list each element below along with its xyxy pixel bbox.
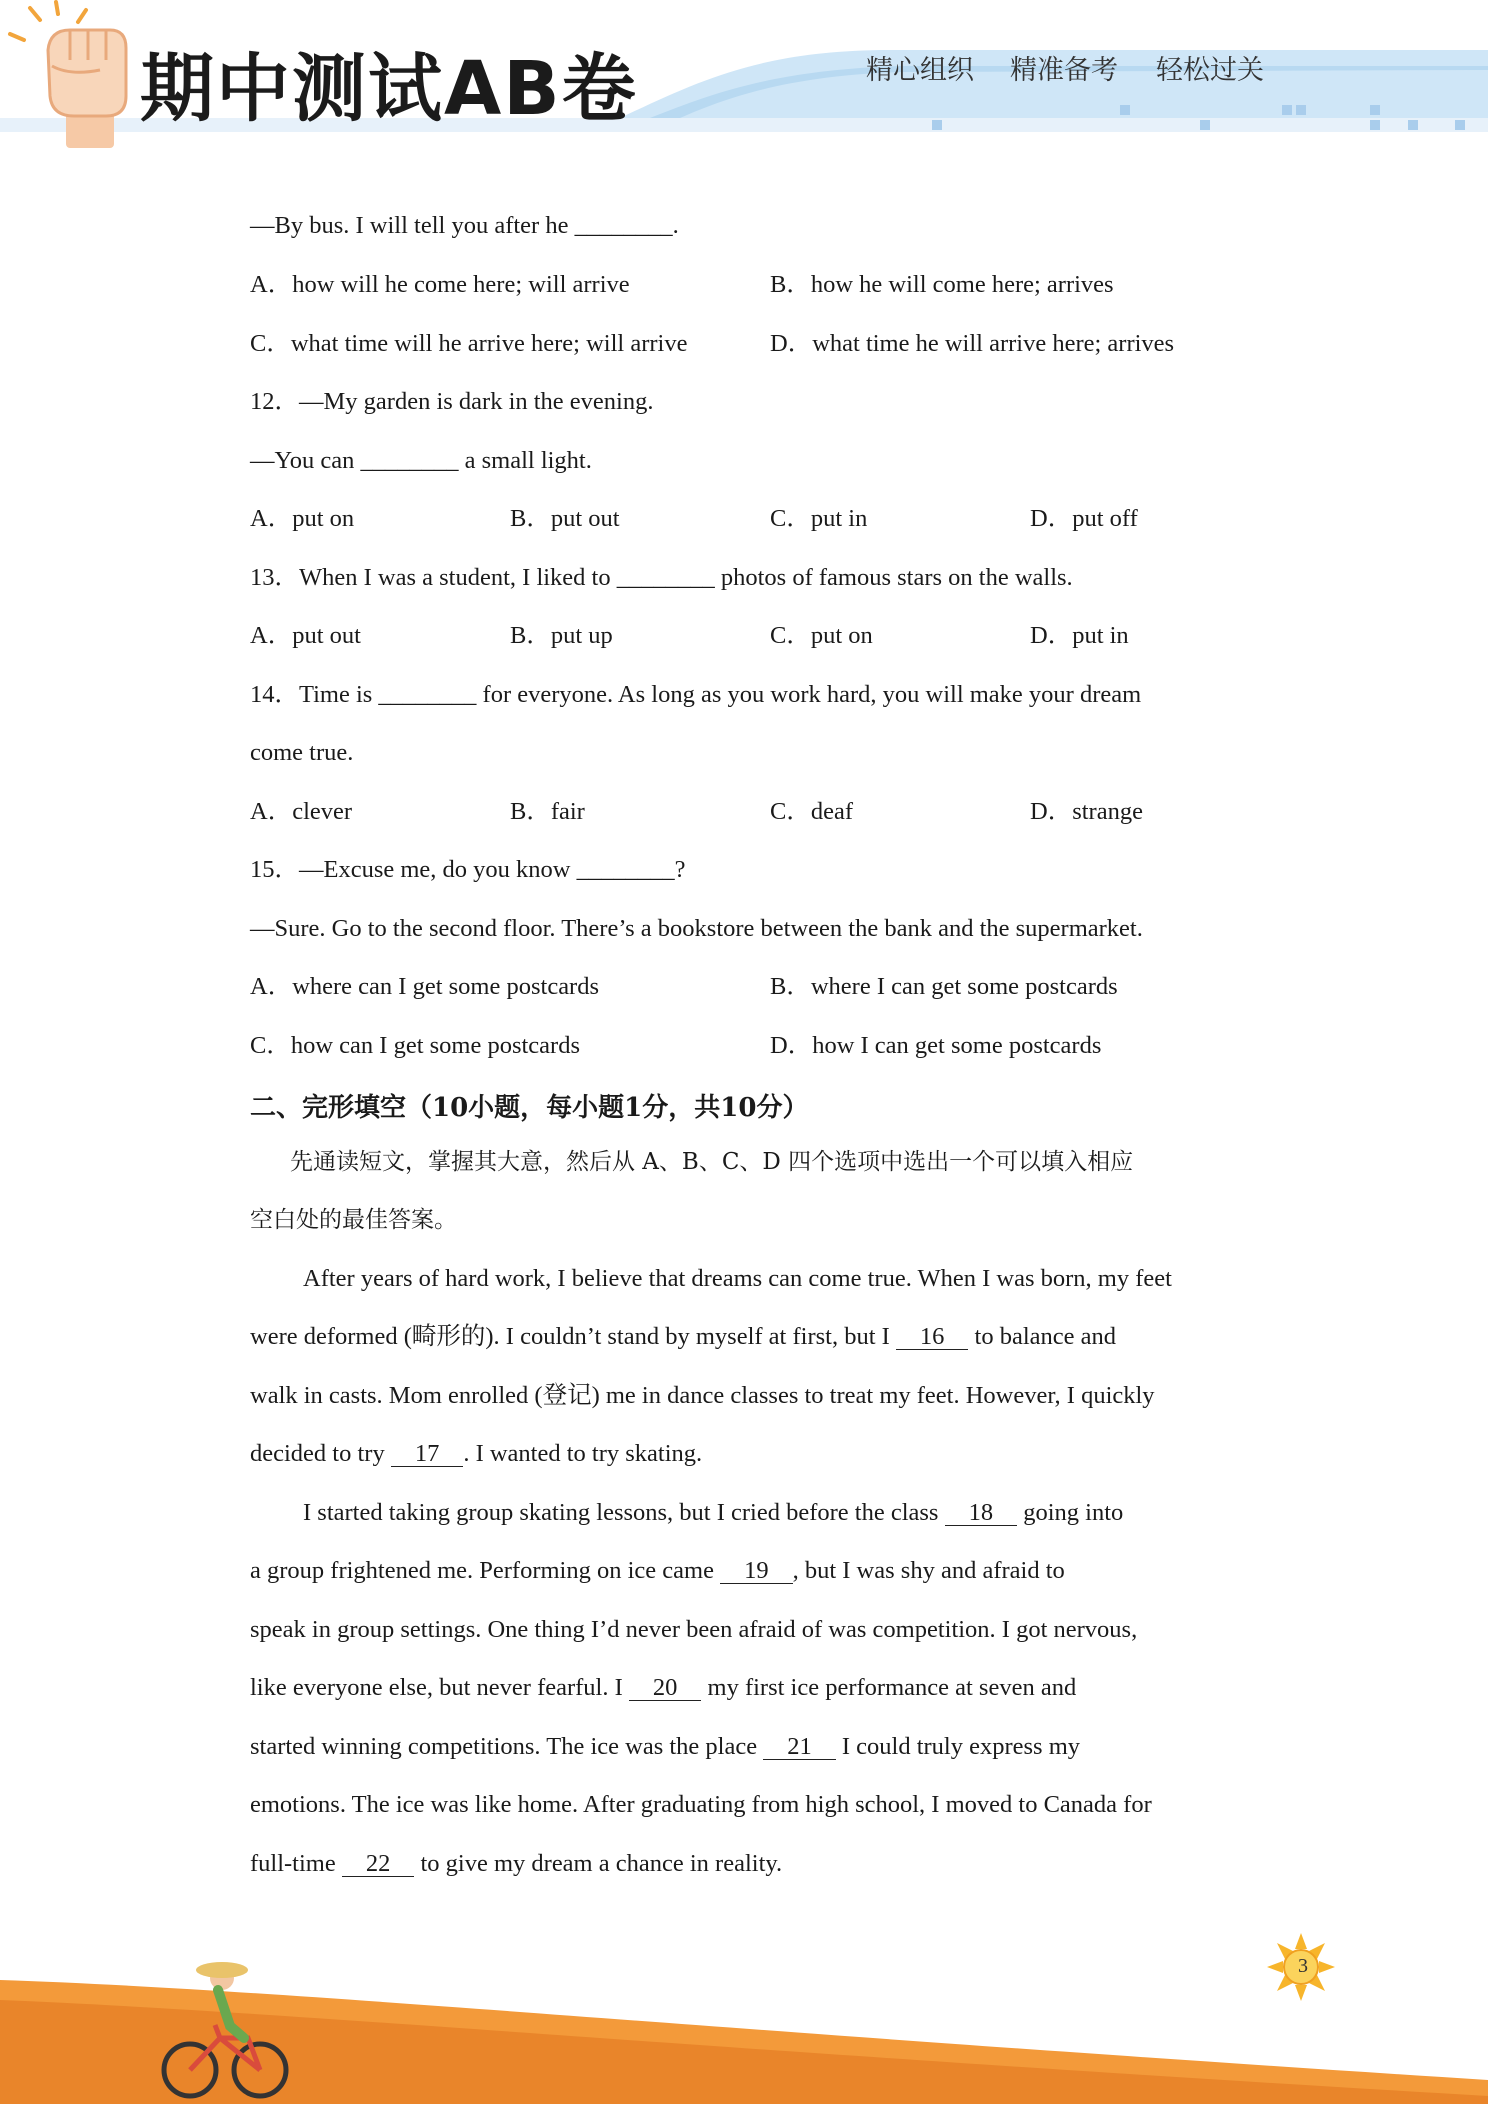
q12-stem-2: —You can ________ a small light.	[250, 447, 592, 474]
q14-option-b: B．fair	[510, 798, 585, 825]
q12-option-d: D．put off	[1030, 505, 1138, 532]
q14-stem: 14．Time is ________ for everyone. As long as you work hard, you will make your dream	[250, 681, 1142, 708]
q11-option-d: D．what time he will arrive here; arrives	[770, 330, 1175, 357]
q11-option-c: C．what time will he arrive here; will arrive	[250, 330, 688, 357]
q13-option-c: C．put on	[770, 622, 873, 649]
q13-option-a: A．put out	[250, 622, 361, 649]
slogan-3: 轻松过关	[1156, 55, 1264, 86]
passage-line: decided to try 17 . I wanted to try skating.	[250, 1440, 703, 1467]
q14-stem-2: come true.	[250, 739, 354, 766]
slogan-2: 精准备考	[1010, 55, 1118, 86]
passage-line: After years of hard work, I believe that dreams can come true. When I was born, my feet	[303, 1265, 1172, 1292]
passage-line: full-time 22 to give my dream a chance in reality.	[250, 1850, 783, 1877]
passage-line: like everyone else, but never fearful. I 20 my first ice performance at seven and	[250, 1674, 1077, 1701]
blank-16[interactable]: 16	[896, 1325, 969, 1350]
q12-option-a: A．put on	[250, 505, 355, 532]
q15-option-c: C．how can I get some postcards	[250, 1032, 580, 1059]
passage-line: started winning competitions. The ice was the place 21 I could truly express my	[250, 1733, 1081, 1760]
passage-line: walk in casts. Mom enrolled (登记) me in dance classes to treat my feet. However, I quickly	[250, 1382, 1155, 1409]
passage-line: speak in group settings. One thing I’d never been afraid of was competition. I got nervous,	[250, 1616, 1138, 1643]
passage-line: I started taking group skating lessons, but I cried before the class 18 going into	[303, 1499, 1124, 1526]
passage-line: emotions. The ice was like home. After graduating from high school, I moved to Canada for	[250, 1791, 1152, 1818]
q15-option-a: A．where can I get some postcards	[250, 973, 600, 1000]
section-2-title: 二、完形填空（10小题，每小题1分，共10分）	[250, 1093, 809, 1123]
blank-20[interactable]: 20	[629, 1676, 702, 1701]
page-footer	[0, 1920, 1488, 2104]
q11-option-a: A．how will he come here; will arrive	[250, 271, 630, 298]
q15-stem: 15．—Excuse me, do you know ________?	[250, 856, 686, 883]
q11-answer-line: —By bus. I will tell you after he ________.	[250, 212, 679, 239]
passage-line: were deformed (畸形的). I couldn’t stand by myself at first, but I 16 to balance and	[250, 1323, 1117, 1350]
blank-19[interactable]: 19	[720, 1559, 793, 1584]
q12-option-b: B．put out	[510, 505, 620, 532]
q13-stem: 13．When I was a student, I liked to ________ photos of famous stars on the walls.	[250, 564, 1073, 591]
q15-option-d: D．how I can get some postcards	[770, 1032, 1102, 1059]
q11-option-b: B．how he will come here; arrives	[770, 271, 1114, 298]
q12-stem: 12．—My garden is dark in the evening.	[250, 388, 654, 415]
section-2-instruction-2: 空白处的最佳答案。	[250, 1207, 457, 1233]
footer-banner-graphic	[0, 1920, 1488, 2104]
q15-stem-2: —Sure. Go to the second floor. There’s a bookstore between the bank and the supermarket.	[250, 915, 1143, 942]
blank-17[interactable]: 17	[391, 1442, 464, 1467]
section-2-instruction-1: 先通读短文，掌握其大意，然后从 A、B、C、D 四个选项中选出一个可以填入相应	[290, 1149, 1134, 1175]
q14-option-c: C．deaf	[770, 798, 853, 825]
q13-option-d: D．put in	[1030, 622, 1129, 649]
q14-option-d: D．strange	[1030, 798, 1143, 825]
passage-line: a group frightened me. Performing on ice came 19 , but I was shy and afraid to	[250, 1557, 1065, 1584]
blank-21[interactable]: 21	[763, 1735, 836, 1760]
page-number: 3	[1298, 1955, 1308, 1977]
blank-22[interactable]: 22	[342, 1852, 415, 1877]
page-header	[0, 0, 1488, 150]
header-title: 期中测试AB卷	[140, 46, 638, 132]
q15-option-b: B．where I can get some postcards	[770, 973, 1118, 1000]
blank-18[interactable]: 18	[945, 1501, 1018, 1526]
q12-option-c: C．put in	[770, 505, 868, 532]
slogan-1: 精心组织	[866, 55, 974, 86]
q14-option-a: A．clever	[250, 798, 353, 825]
q13-option-b: B．put up	[510, 622, 613, 649]
